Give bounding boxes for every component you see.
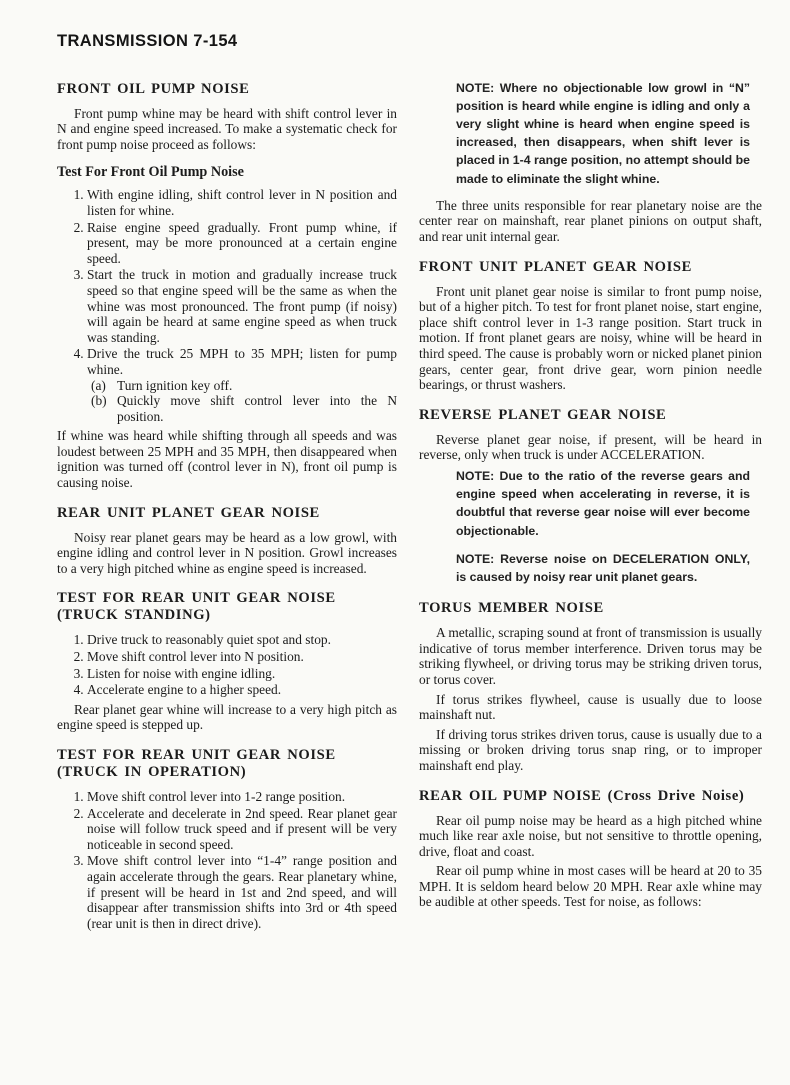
heading-front-unit-planet-gear-noise: FRONT UNIT PLANET GEAR NOISE: [419, 258, 692, 275]
numbered-list-rear-standing: [57, 632, 397, 697]
sub-item-marker: (a): [91, 377, 106, 393]
heading-test-front-oil-pump: Test For Front Oil Pump Noise: [57, 164, 244, 181]
heading-front-oil-pump-noise: FRONT OIL PUMP NOISE: [57, 80, 250, 97]
heading-rear-oil-pump-noise: REAR OIL PUMP NOISE (Cross Drive Noise): [419, 787, 745, 804]
paragraph-reverse-planet: Reverse planet gear noise, if present, will be heard in reverse, only when truck is under ACCELERATION.: [419, 431, 762, 463]
heading-reverse-planet-gear-noise: REVERSE PLANET GEAR NOISE: [419, 406, 667, 423]
list-item: 1. Move shift control lever into 1-2 range position.: [87, 789, 397, 805]
right-column: [419, 77, 762, 936]
list-item: 4. Accelerate engine to a higher speed.: [87, 682, 397, 698]
sub-list: [91, 378, 397, 425]
list-item: [87, 346, 397, 424]
sub-item-text: Quickly move shift control lever into the N position.: [117, 393, 397, 424]
heading-line: TEST FOR REAR UNIT GEAR NOISE: [57, 747, 336, 763]
list-item: 3. Move shift control lever into “1-4” range position and again accelerate through the gears. Rear planetary whine, if present will be heard in 1st and 2nd speed, and will disappear after transmission shifts into 3rd or 4th speed (rear unit is then in direct drive).: [87, 853, 397, 931]
sub-list-item: [91, 393, 397, 424]
list-item: 3. Listen for noise with engine idling.: [87, 666, 397, 682]
heading-line: (TRUCK STANDING): [57, 607, 211, 624]
paragraph-rear-unit-planet: Noisy rear planet gears may be heard as a low growl, with engine idling and control lever in N position. Growl increases to a very high pitched whine as engine speed is increased.: [57, 529, 397, 576]
list-item: 2. Move shift control lever into N position.: [87, 649, 397, 665]
list-item: 2. Raise engine speed gradually. Front pump whine, if present, may be more pronounced at a certain engine speed.: [87, 220, 397, 267]
sub-item-text: Turn ignition key off.: [117, 377, 233, 393]
list-item: 1. Drive truck to reasonably quiet spot and stop.: [87, 632, 397, 648]
list-item: 2. Accelerate and decelerate in 2nd speed. Rear planet gear noise will follow truck speed and if present will be very noticeable in second speed.: [87, 806, 397, 853]
list-item: 3. Start the truck in motion and gradually increase truck speed so that engine speed will be the same as when the whine was most pronounced. The front pump (if noisy) will again be heard at same engine speed as when truck was standing.: [87, 267, 397, 345]
paragraph-three-units: The three units responsible for rear planetary noise are the center rear on mainshaft, rear planet pinions on output shaft, and rear unit internal gear.: [419, 197, 762, 244]
list-item: 1. With engine idling, shift control lever in N position and listen for whine.: [87, 187, 397, 218]
paragraph-rear-oil-pump-whine: Rear oil pump noise may be heard as a high pitched whine much like rear axle noise, but not sensitive to throttle opening, drive, float and coast.: [419, 812, 762, 859]
heading-torus-member-noise: TORUS MEMBER NOISE: [419, 600, 604, 617]
note-slight-whine: NOTE: Where no objectionable low growl in “N” position is heard while engine is idling and only a very slight whine is heard when engine speed is increased, then disappears, when shift lever is placed in 1-4 range position, no attempt should be made to eliminate the slight whine.: [456, 80, 750, 186]
page-header: [57, 34, 764, 50]
sub-item-marker: (b): [91, 393, 107, 409]
note-reverse-ratio: NOTE: Due to the ratio of the reverse gears and engine speed when accelerating in reverse, it is doubtful that reverse gear noise will ever become objectionable.: [456, 468, 750, 538]
paragraph-rear-oil-pump-speeds: Rear oil pump whine in most cases will be heard at 20 to 35 MPH. It is seldom heard below 20 MPH. Rear axle whine may be audible at other speeds. Test for noise, as follows:: [419, 863, 762, 910]
heading-test-rear-unit-standing: [57, 590, 397, 624]
heading-line: TEST FOR REAR UNIT GEAR NOISE: [57, 590, 336, 607]
paragraph-torus-snap-ring: If driving torus strikes driven torus, cause is usually due to a missing or broken driving torus snap ring, or to improper mainshaft end play.: [419, 726, 762, 773]
numbered-list-front-pump-test: [57, 187, 397, 424]
sub-list-item: [91, 378, 397, 394]
paragraph-front-oil-pump-intro: Front pump whine may be heard with shift control lever in N and engine speed increased. To make a systematic check for front pump noise proceed as follows:: [57, 105, 397, 152]
left-column: [57, 77, 397, 936]
paragraph-front-pump-conclusion: If whine was heard while shifting through all speeds and was loudest between 25 MPH and 35 MPH, then disappeared when ignition was turned off (control lever in N), front oil pump is causing noise.: [57, 428, 397, 491]
heading-rear-unit-planet-gear-noise: REAR UNIT PLANET GEAR NOISE: [57, 504, 320, 521]
paragraph-front-unit-planet: Front unit planet gear noise is similar to front pump noise, but of a higher pitch. To test for front planet noise, start engine, place shift control lever in 1-3 range position. Start truck in motion. If front planet gears are noisy, whine will be heard in third speed. The cause is probably worn or nicked planet pinion gears, center gear, front drive gear, worn pinion needle bearings, or thrust washers.: [419, 283, 762, 393]
heading-line: (TRUCK IN OPERATION): [57, 764, 247, 780]
numbered-list-rear-operation: [57, 789, 397, 931]
note-reverse-deceleration: NOTE: Reverse noise on DECELERATION ONLY, is caused by noisy rear unit planet gears.: [456, 551, 750, 584]
paragraph-rear-standing-conclusion: Rear planet gear whine will increase to a very high pitch as engine speed is stepped up.: [57, 701, 397, 733]
list-item-text: Drive the truck 25 MPH to 35 MPH; listen for pump whine.: [87, 346, 397, 377]
columns: [57, 77, 764, 936]
paragraph-torus-interference: A metallic, scraping sound at front of transmission is usually indicative of torus member interference. Driven torus may be striking flywheel, or driving torus may be striking driven torus, or torus cover.: [419, 625, 762, 687]
paragraph-torus-flywheel: If torus strikes flywheel, cause is usually due to loose mainshaft nut.: [419, 691, 762, 723]
page-title: TRANSMISSION 7-154: [57, 32, 238, 50]
heading-test-rear-unit-operation: [57, 747, 397, 781]
